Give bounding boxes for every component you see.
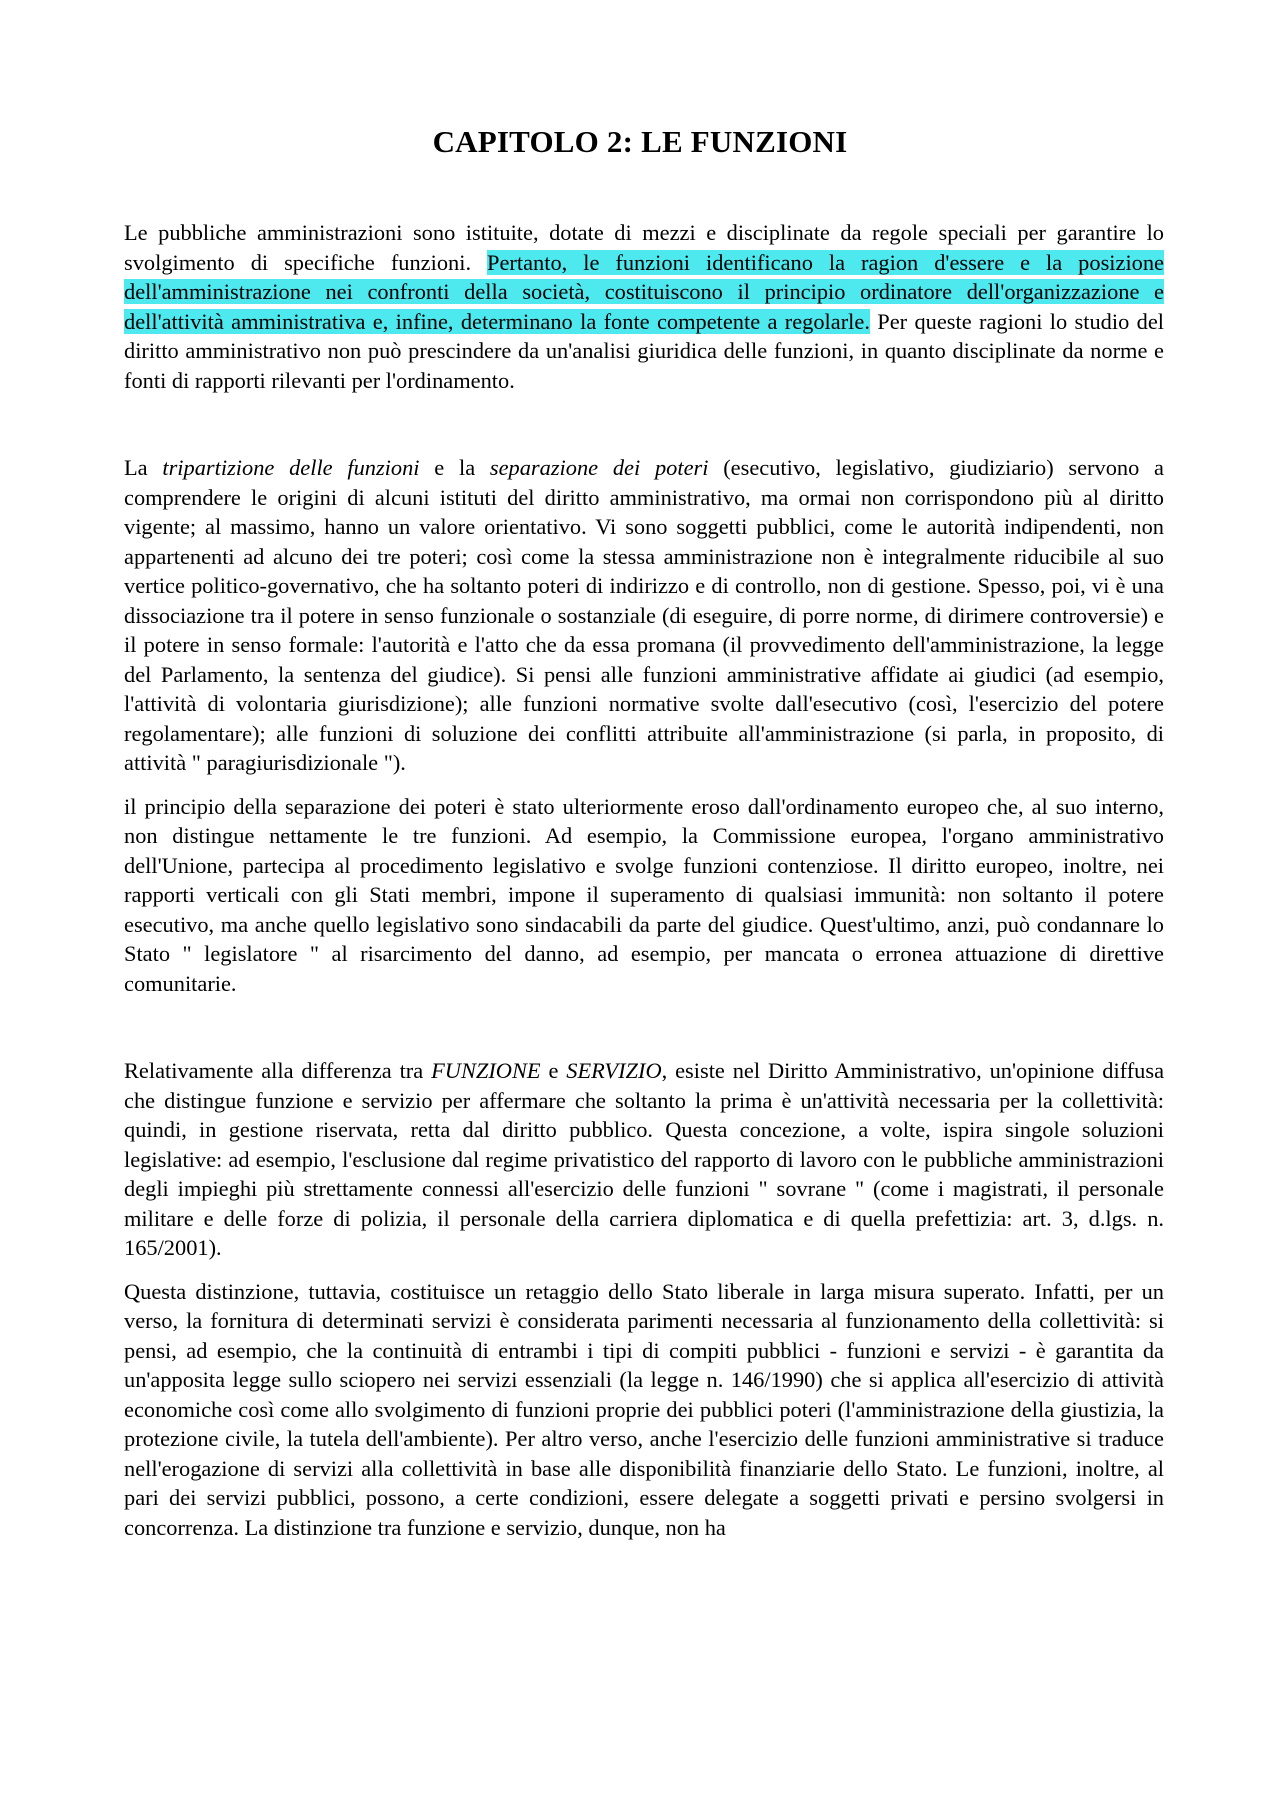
paragraph-intro-text-start: Le pubbliche amministrazioni sono istituite, dotate di mezzi e disciplinate da regole speciali per garantire lo svolgimento di specifiche funzioni. <box>124 220 1164 275</box>
paragraph-ordinamento-europeo: il principio della separazione dei poteri è stato ulteriormente eroso dall'ordinamento europeo che, al suo interno, non distingue nettamente le tre funzioni. Ad esempio, la Commissione europea, l'organo amministrativo dell'Unione, partecipa al procedimento legislativo e svolge funzioni contenziose. Il diritto europeo, inoltre, nei rapporti verticali con gli Stati membri, impone il superamento di qualsiasi immunità: non soltanto il potere esecutivo, ma anche quello legislativo sono sindacabili da parte del giudice. Quest'ultimo, anzi, può condannare lo Stato " legislatore " al risarcimento del danno, ad esempio, per mancata o erronea attuazione di direttive comunitarie. <box>124 793 1164 996</box>
italic-term-separazione: separazione dei poteri <box>489 455 709 480</box>
paragraph-text: , esiste nel Diritto Amministrativo, un'opinione diffusa che distingue funzione e servizio per affermare che soltanto la prima è un'attività necessaria per la collettività: quindi, in gestione riservata, retta dal diritto pubblico. Questa concezione, a volte, ispira singole soluzioni legislative: ad esempio, l'esclusione dal regime privatistico del rapporto di lavoro con le pubbliche amministrazioni degli impieghi più strettamente connessi all'esercizio delle funzioni " sovrane " (come i magistrati, il personale militare e delle forze di polizia, il personale della carriera diplomatica e di quella prefettizia: art. 3, d.lgs. n. 165/2001). <box>124 1058 1165 1260</box>
document-body <box>124 218 1164 1542</box>
italic-term-servizio: SERVIZIO <box>566 1058 662 1083</box>
paragraph-text: e <box>540 1058 567 1083</box>
italic-term-tripartizione: tripartizione delle funzioni <box>162 455 420 480</box>
italic-term-funzione: FUNZIONE <box>431 1058 541 1083</box>
paragraph-text: (esecutivo, legislativo, giudiziario) servono a comprendere le origini di alcuni istituti del diritto amministrativo, ma ormai non corrispondono più al diritto vigente; al massimo, hanno un valore orientativo. Vi sono soggetti pubblici, come le autorità indipendenti, non appartenenti ad alcuno dei tre poteri; così come la stessa amministrazione non è integralmente riducibile al suo vertice politico-governativo, che ha soltanto poteri di indirizzo e di controllo, non di gestione. Spesso, poi, vi è una dissociazione tra il potere in senso funzionale o sostanziale (di eseguire, di porre norme, di dirimere controversie) e il potere in senso formale: l'autorità e l'atto che da essa promana (il provvedimento dell'amministrazione, la legge del Parlamento, la sentenza del giudice). Si pensi alle funzioni amministrative affidate ai giudici (ad esempio, l'attività di volontaria giurisdizione); alle funzioni normative svolte dall'esecutivo (così, l'esercizio del potere regolamentare); alle funzioni di soluzione dei conflitti attribuite all'amministrazione (si parla, in proposito, di attività " paragiurisdizionale "). <box>124 455 1164 775</box>
paragraph-funzione-servizio <box>124 1056 1164 1263</box>
paragraph-intro <box>124 218 1164 395</box>
page-title: CAPITOLO 2: LE FUNZIONI <box>432 124 848 159</box>
paragraph-spacer <box>124 778 1164 792</box>
paragraph-distinzione: Questa distinzione, tuttavia, costituisce un retaggio dello Stato liberale in larga misura superato. Infatti, per un verso, la fornitura di determinati servizi è considerata parimenti necessaria al funzionamento della collettività: si pensi, ad esempio, che la continuità di entrambi i tipi di compiti pubblici - funzioni e servizi - è garantita da un'apposita legge sullo sciopero nei servizi essenziali (la legge n. 146/1990) che si applica all'esercizio di attività economiche così come allo svolgimento di funzioni proprie dei pubblici poteri (l'amministrazione della giustizia, la protezione civile, la tutela dell'ambiente). Per altro verso, anche l'esercizio delle funzioni amministrative si traduce nell'erogazione di servizi alla collettività in base alle disponibilità finanziarie dello Stato. Le funzioni, inoltre, al pari dei servizi pubblici, possono, a certe condizioni, essere delegate a soggetti privati e persino svolgersi in concorrenza. La distinzione tra funzione e servizio, dunque, non ha <box>124 1278 1164 1540</box>
paragraph-text: La <box>124 455 163 480</box>
paragraph-intro-text-end: Per queste ragioni lo studio del diritto amministrativo non può prescindere da un'analisi giuridica delle funzioni, in quanto disciplinate da norme e fonti di rapporti rilevanti per l'ordinamento. <box>124 308 1164 393</box>
paragraph-spacer <box>124 1263 1164 1277</box>
paragraph-spacer <box>124 998 1164 1056</box>
paragraph-text: e la <box>419 455 490 480</box>
paragraph-tripartizione <box>124 453 1164 778</box>
paragraph-spacer <box>124 395 1164 453</box>
highlighted-text: Pertanto, le funzioni identificano la ragion d'essere e la posizione dell'amministrazione nei confronti della società, costituiscono il principio ordinatore dell'organizzazione e dell'attività amministrativa e, infine, determinano la fonte competente a regolarle. <box>124 249 1164 334</box>
paragraph-text: Relativamente alla differenza tra <box>124 1058 432 1083</box>
